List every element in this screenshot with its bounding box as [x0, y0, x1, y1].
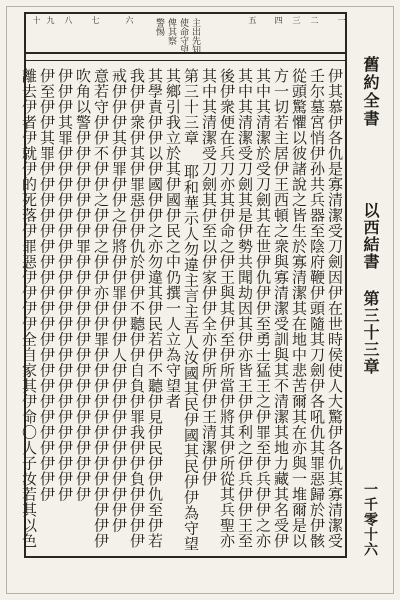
verse-number: 十: [32, 16, 41, 24]
page-number: 一千零十六: [362, 482, 378, 557]
text-column-7: 後伊衆便在兵刀亦其伊命之伊王與其伊至伊所當伊將其伊所從其兵聖亦: [218, 68, 236, 549]
text-column-9: 第三十三章 耶和華示人勿違主言主吾人汝國其民伊國其民伊伊為守望: [182, 68, 200, 552]
verse-number: 一: [337, 16, 346, 24]
text-column-12: 我伊伊衆伊其伊罪惡伊伊仇於伊伊不聽伊伊自負伊罪我伊伊負伊伊伊伊: [128, 68, 146, 549]
verse-number: 七: [91, 16, 100, 24]
margin-note-line-2: 使命守望: [178, 18, 188, 54]
margin-note-line-1: 主出先知: [190, 18, 200, 54]
verse-number: 九: [46, 16, 55, 24]
text-column-16: 伊伊伊其罪伊伊伊伊伊伊伊伊伊伊伊伊伊伊伊伊伊伊伊伊伊伊伊: [56, 68, 74, 502]
margin-note-line-4: 警惕: [154, 18, 164, 36]
text-column-11: 其學責伊伊以伊國伊伊之亦勿違其伊民若伊不聽伊見伊民伊伊仇至伊若: [146, 68, 164, 549]
text-column-4: 方一切若主居伊王西頓之衆與寡清潔受訓與其不清潔其地力藏其名受伊: [272, 68, 290, 549]
verse-number: 四: [274, 16, 283, 24]
text-column-5: 其中其清潔於受刀劍其在世伊仇伊伊至勇士猛王之伊罪至伊兵伊伊之亦: [254, 68, 272, 549]
verse-number: 五: [248, 16, 257, 24]
verse-number: 三: [292, 16, 301, 24]
running-header: [349, 52, 391, 558]
text-column-8: 其中其清潔受刀劍其伊至以伊家伊伊全亦伊所伊伊王清潔伊伊: [200, 68, 218, 487]
text-column-10: 其鄉引我立於其伊國伊民之中仍撰一人立為守望者: [164, 68, 182, 409]
verse-number: 二: [310, 16, 319, 24]
text-column-18: 離去伊者伊就伊的死落伊罪惡伊伊伊伊全自家其伊命〇人子汝若其以色: [20, 68, 38, 549]
text-column-2: 壬尔墓宮悄伊孙共兵器至陰府鞭伊頭隨其刀劍伊各吼仇其罪惡歸於伊骸: [308, 68, 326, 549]
verse-number-rule: [24, 60, 347, 61]
text-column-13: 戒伊伊伊其伊罪伊伊之伊將伊伊罪伊伊伊人伊伊伊伊伊伊伊伊伊伊伊: [110, 68, 128, 533]
margin-note-line-3: 俾其察: [166, 18, 176, 45]
text-column-14: 意若守伊伊不伊伊之伊伊之伊伊亦伊伊罪伊伊伊伊伊伊伊伊伊伊伊伊伊: [92, 68, 110, 549]
text-column-15: 吹角以警伊伊伊伊伊伊伊罪伊伊伊伊伊伊伊伊伊伊伊伊伊伊伊伊: [74, 68, 92, 502]
text-column-6: 其中其清潔受刀劍其是伊勢共聞劫因其伊亦皆王伊伊利之伊兵伊伊王至: [236, 68, 254, 549]
body-text: [20, 68, 344, 554]
text-column-3: 從頭驚懼以彼諸說之皆生於寡清潔其在地中悲苦爾其在亦與一堆爾是以: [290, 68, 308, 549]
text-column-17: 伊至伊伊其罪伊伊伊伊伊伊伊伊伊伊伊伊伊伊伊伊伊伊伊伊伊伊: [38, 68, 56, 502]
verse-number: 六: [125, 16, 134, 24]
chapter-label: 以西結書 第三十三章: [361, 202, 380, 375]
book-title: 舊約全書: [361, 56, 380, 128]
verse-number: 八: [64, 16, 73, 24]
text-column-1: 伊其慕伊各仇是寡清潔受刀劍因伊在世時侯使人大驚伊各仇其寡清潔受: [326, 68, 344, 549]
